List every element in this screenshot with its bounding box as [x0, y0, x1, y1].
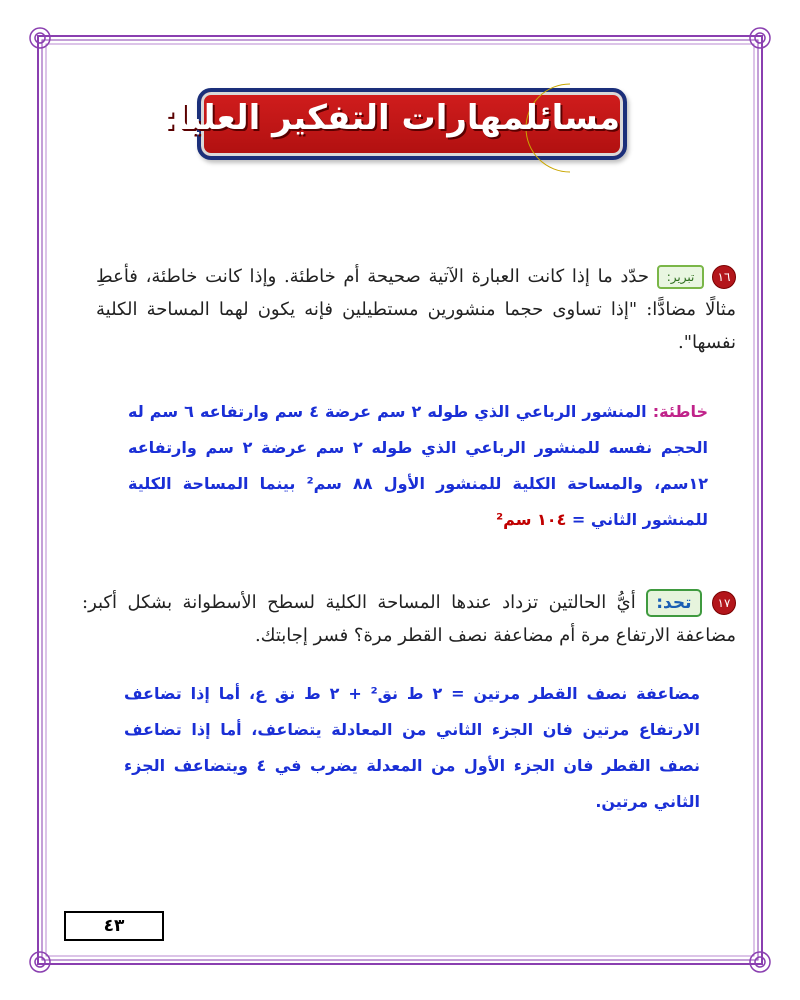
answer-16-label: خاطئة: [652, 402, 708, 421]
question-number-16: ١٦ [712, 265, 736, 289]
section-title [163, 98, 620, 138]
question-16 [96, 260, 736, 359]
answer-16-value: ١٠٤ سم² [496, 510, 567, 529]
page-number: ٤٣ [64, 911, 164, 941]
question-tag-challenge: تحد: [646, 589, 701, 617]
question-number-17: ١٧ [712, 591, 736, 615]
answer-17-body: مضاعفة نصف القطر مرتين = ٢ ط نق² + ٢ ط نق ع، أما إذا تضاعف الارتفاع مرتين فان الجزء الثاني من المعادلة يتضاعف، أما إذا تضاعف نصف القطر فان الجزء الأول من المعدلة يضرب في ٤ ويتضاعف الجزء الثاني مرتين. [124, 684, 701, 811]
title-word-1: مسائل [524, 98, 620, 138]
answer-17 [124, 676, 700, 820]
question-tag-justify: تبرير: [657, 265, 705, 289]
question-17-text: أيُّ الحالتين تزداد عندها المساحة الكلية لسطح الأسطوانة بشكل أكبر: مضاعفة الارتفاع مرة أم مضاعفة نصف القطر مرة؟ فسر إجابتك. [82, 592, 736, 646]
question-16-text: حدّد ما إذا كانت العبارة الآتية صحيحة أم خاطئة. وإذا كانت خاطئة، فأعطِ مثالًا مضادًّا: "إذا تساوى حجما منشورين مستطيلين فإنه يكون لهما المساحة الكلية نفسها". [96, 266, 736, 353]
title-word-2: مهارات التفكير العليا: [162, 98, 525, 138]
answer-16-body: المنشور الرباعي الذي طوله ٢ سم عرضة ٤ سم وارتفاعه ٦ سم له الحجم نفسه للمنشور الرباعي الذي طوله ٢ سم عرضة ٢ سم وارتفاعه ١٢سم، والمساحة الكلية للمنشور الأول ٨٨ سم² بينما المساحة الكلية للمنشور الثاني = [128, 402, 709, 529]
question-17 [82, 586, 736, 652]
answer-16 [128, 394, 708, 538]
